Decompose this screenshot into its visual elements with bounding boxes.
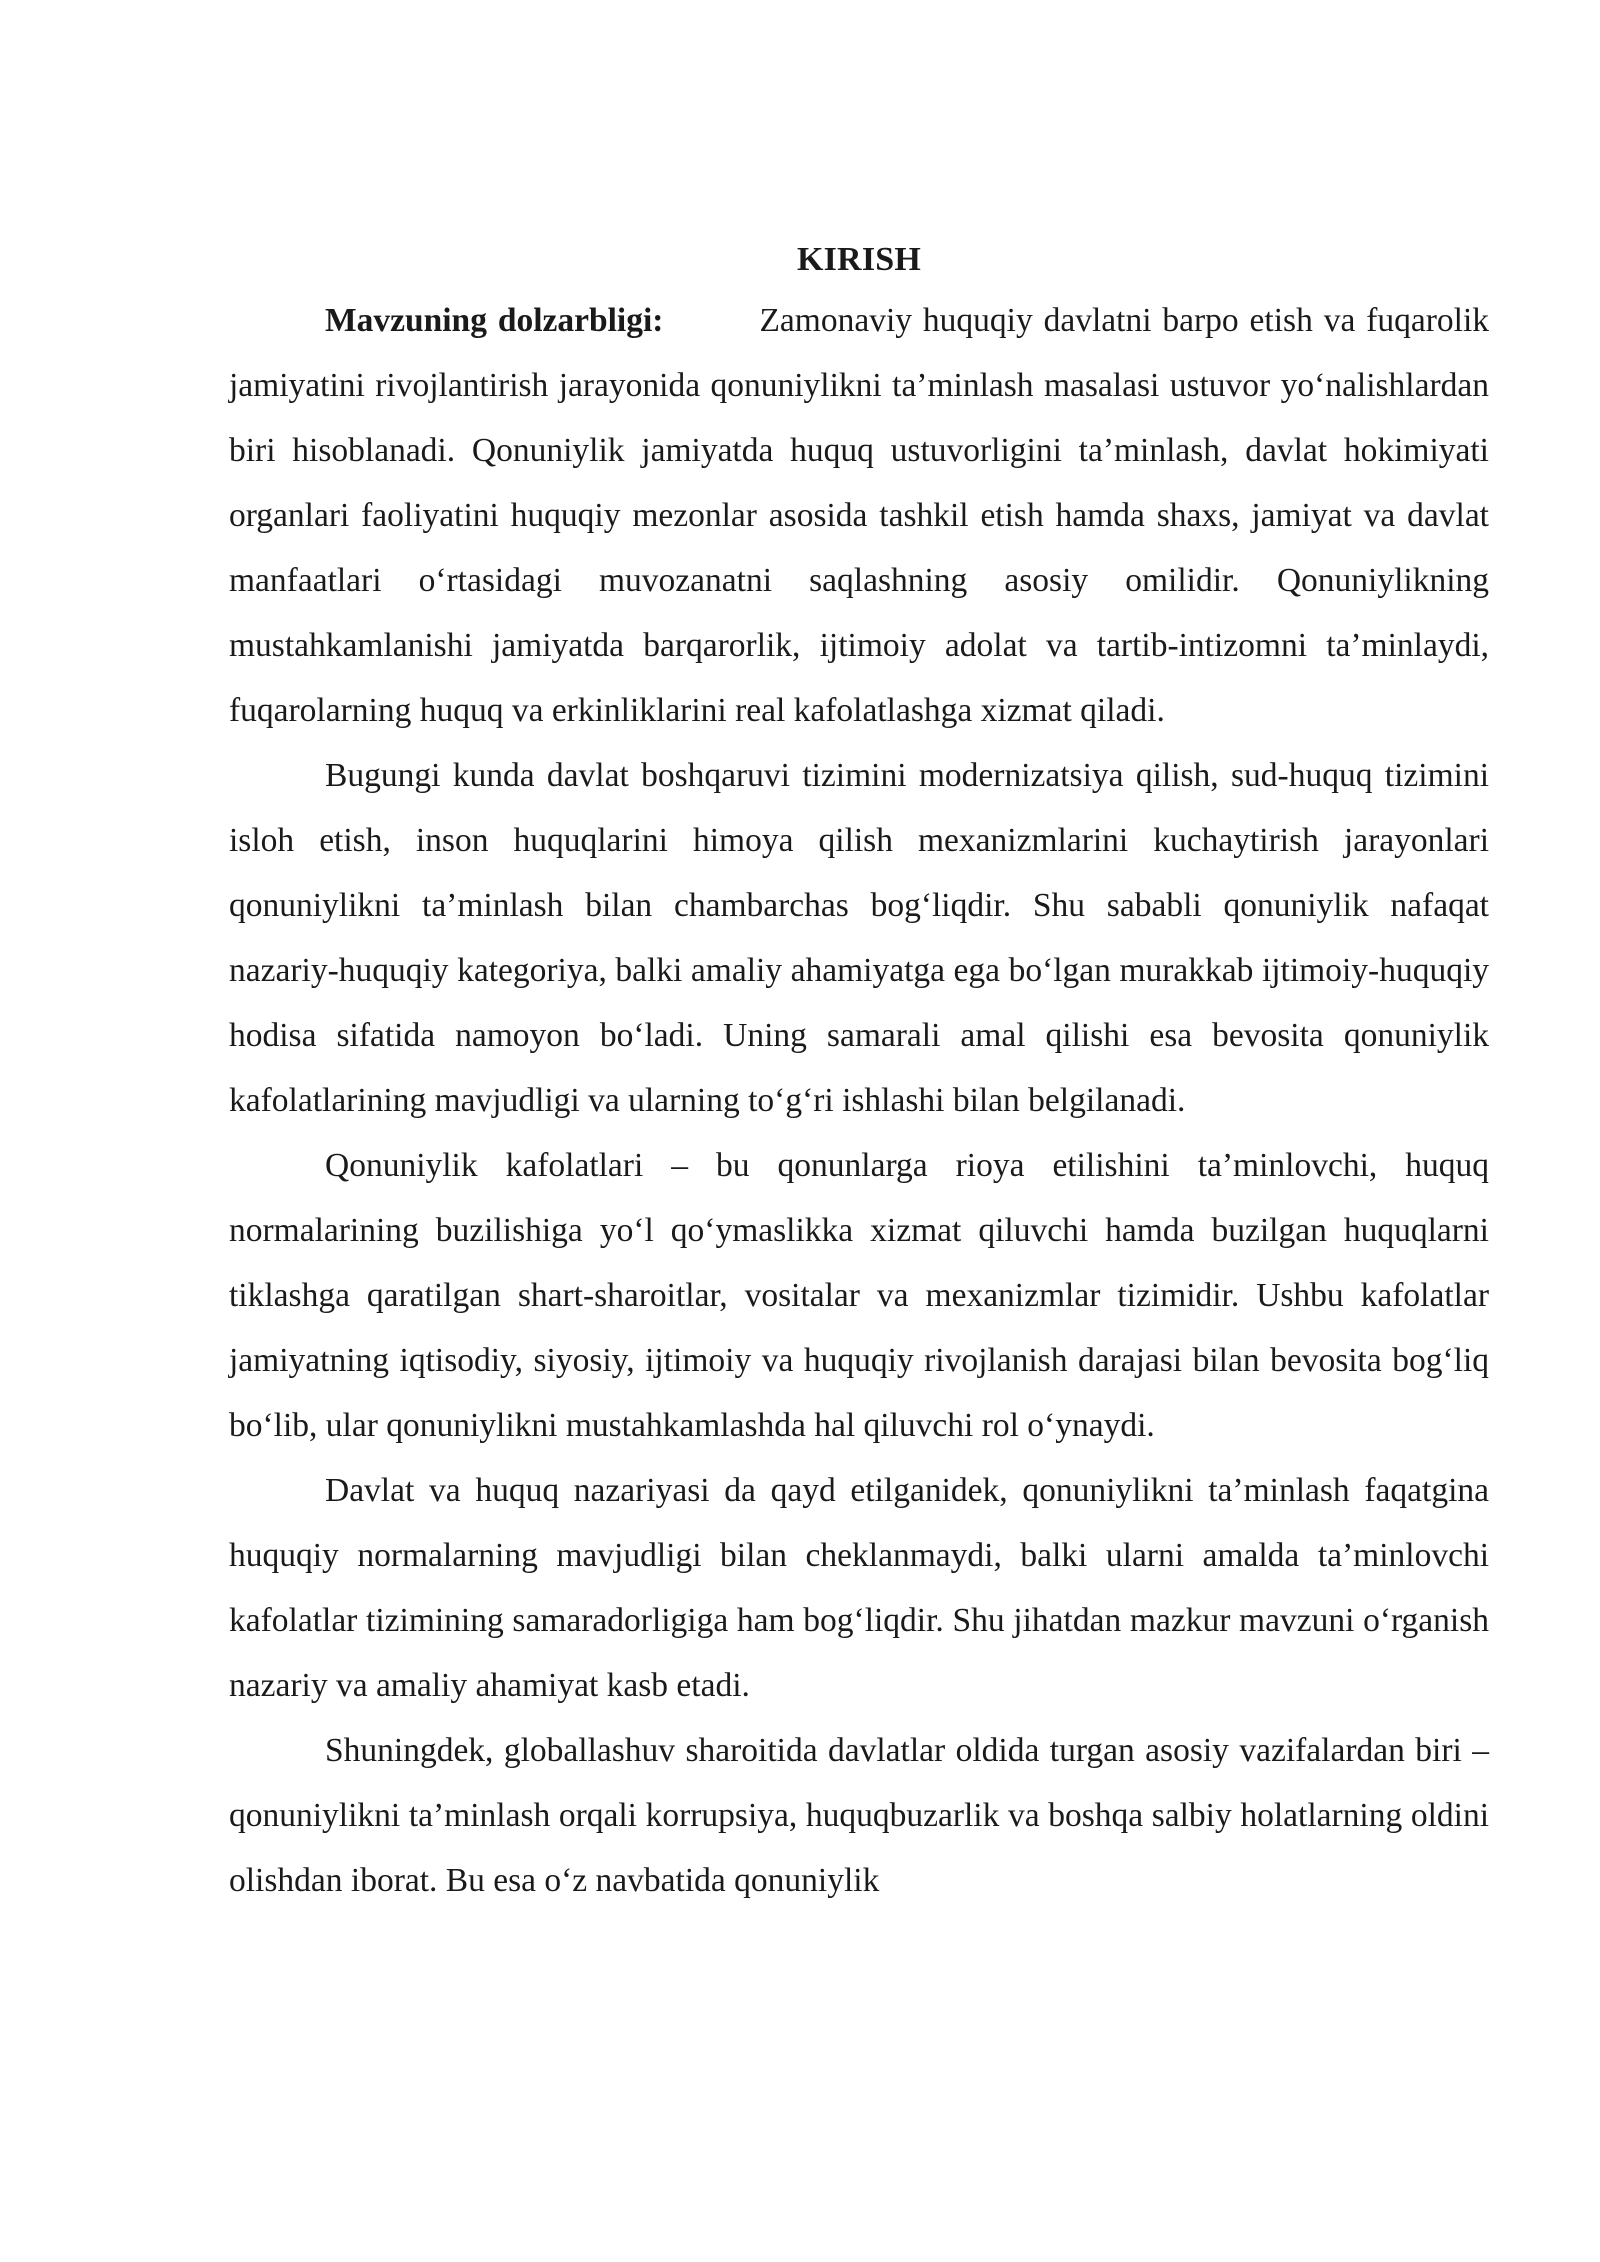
body-paragraph: Qonuniylik kafolatlari – bu qonunlarga rioya etilishini ta’minlovchi, huquq normalarining buzilishiga yo‘l qo‘ymaslikka xizmat qiluvchi hamda buzilgan huquqlarni tiklashga qaratilgan shart-sharoitlar, vositalar va mexanizmlar tizimidir. Ushbu kafolatlar jamiyatning iqtisodiy, siyosiy, ijtimoiy va huquqiy rivojlanish darajasi bilan bevosita bog‘liq bo‘lib, ular qonuniylikni mustahkamlashda hal qiluvchi rol o‘ynaydi. xyxy=(229,1147,1489,1444)
intro-lead: Mavzuning dolzarbligi: xyxy=(325,302,664,339)
section-heading: KIRISH xyxy=(796,241,922,278)
body-paragraph: Shuningdek, globallashuv sharoitida davlatlar oldida turgan asosiy vazifalardan biri – qonuniylikni ta’minlash orqali korrupsiya, huquqbuzarlik va boshqa salbiy holatlarning oldini olishdan iborat. Bu esa o‘z navbatida qonuniylik xyxy=(229,1732,1489,1899)
body-paragraph: Bugungi kunda davlat boshqaruvi tizimini modernizatsiya qilish, sud-huquq tizimini isloh etish, inson huquqlarini himoya qilish mexanizmlarini kuchaytirish jarayonlari qonuniylikni ta’minlash bilan chambarchas bog‘liqdir. Shu sababli qonuniylik nafaqat nazariy-huquqiy kategoriya, balki amaliy ahamiyatga ega bo‘lgan murakkab ijtimoiy-huquqiy hodisa sifatida namoyon bo‘ladi. Uning samarali amal qilishi esa bevosita qonuniylik kafolatlarining mavjudligi va ularning to‘g‘ri ishlashi bilan belgilanadi. xyxy=(229,757,1489,1119)
document-body xyxy=(229,236,1489,1913)
intro-paragraph xyxy=(229,288,1489,743)
body-paragraph: Davlat va huquq nazariyasi da qayd etilganidek, qonuniylikni ta’minlash faqatgina huquqiy normalarning mavjudligi bilan cheklanmaydi, balki ularni amalda ta’minlovchi kafolatlar tizimining samaradorligiga ham bog‘liqdir. Shu jihatdan mazkur mavzuni o‘rganish nazariy va amaliy ahamiyat kasb etadi. xyxy=(229,1472,1489,1704)
intro-text: Zamonaviy huquqiy davlatni barpo etish va fuqarolik jamiyatini rivojlantirish jarayonida qonuniylikni ta’minlash masalasi ustuvor yo‘nalishlardan biri hisoblanadi. Qonuniylik jamiyatda huquq ustuvorligini ta’minlash, davlat hokimiyati organlari faoliyatini huquqiy mezonlar asosida tashkil etish hamda shaxs, jamiyat va davlat manfaatlari o‘rtasidagi muvozanatni saqlashning asosiy omilidir. Qonuniylikning mustahkamlanishi jamiyatda barqarorlik, ijtimoiy adolat va tartib-intizomni ta’minlaydi, fuqarolarning huquq va erkinliklarini real kafolatlashga xizmat qiladi. xyxy=(229,302,1490,729)
